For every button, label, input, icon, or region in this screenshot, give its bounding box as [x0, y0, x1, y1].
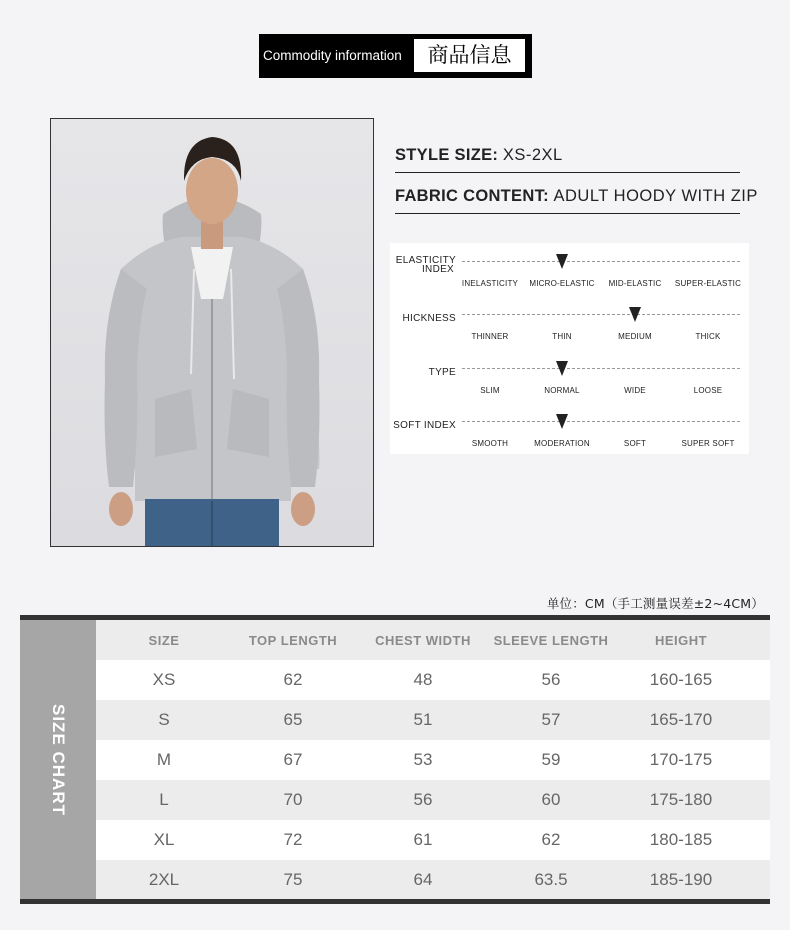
table-cell: 175-180 [649, 790, 713, 809]
index-label-line: TYPE [428, 367, 456, 378]
index-option: MICRO-ELASTIC [529, 279, 595, 288]
table-row [96, 780, 770, 820]
table-body [96, 660, 770, 900]
index-scale-line [462, 261, 740, 262]
table-row [96, 660, 770, 700]
size-chart-table [96, 620, 770, 900]
index-option: SMOOTH [471, 439, 509, 448]
table-cell: XL [153, 830, 175, 849]
selected-indicator-icon [556, 254, 568, 269]
product-photo [50, 118, 374, 547]
table-cell: 65 [283, 710, 303, 729]
style-size-line [395, 146, 740, 173]
index-option: THINNER [471, 332, 509, 341]
index-scale-line [462, 314, 740, 315]
column-header: CHEST WIDTH [375, 633, 471, 648]
fabric-content-line [395, 187, 758, 214]
index-option: MID-ELASTIC [608, 279, 662, 288]
index-label-line: HICKNESS [402, 313, 456, 324]
index-scale-line [462, 421, 740, 422]
table-cell: 56 [541, 670, 561, 689]
index-label-line: ELASTICITY [395, 255, 456, 266]
table-cell: 60 [541, 790, 561, 809]
table-cell: 62 [541, 830, 561, 849]
table-cell: 70 [283, 790, 303, 809]
table-cell: S [158, 710, 170, 729]
table-cell: 57 [541, 710, 561, 729]
table-cell: 180-185 [649, 830, 713, 849]
index-label [390, 368, 456, 377]
table-cell: 62 [283, 670, 303, 689]
index-option: LOOSE [693, 386, 723, 395]
table-cell: 63.5 [534, 870, 568, 889]
index-option: INELASTICITY [461, 279, 519, 288]
style-size-label: STYLE SIZE: [395, 146, 499, 164]
model-hoodie-illustration [51, 119, 373, 546]
table-row [96, 820, 770, 860]
unit-note: 单位：CM（手工测量误差±2~4CM） [546, 596, 764, 611]
index-label-line: INDEX [421, 264, 455, 275]
table-cell: XS [152, 670, 176, 689]
index-label-line: SOFT INDEX [393, 420, 456, 431]
index-label [390, 421, 456, 430]
index-option: THICK [695, 332, 721, 341]
table-cell: L [159, 790, 169, 809]
index-option: WIDE [624, 386, 646, 395]
index-option: SLIM [480, 386, 500, 395]
index-option: MEDIUM [618, 332, 652, 341]
index-row [390, 413, 749, 463]
table-cell: 75 [283, 870, 303, 889]
table-cell: 160-165 [649, 670, 713, 689]
fabric-content-value: ADULT HOODY WITH ZIP [553, 187, 758, 205]
table-cell: M [156, 750, 172, 769]
table-cell: 48 [413, 670, 433, 689]
table-row [96, 740, 770, 780]
table-cell: 53 [413, 750, 433, 769]
table-cell: 56 [413, 790, 433, 809]
table-cell: 72 [283, 830, 303, 849]
table-cell: 59 [541, 750, 561, 769]
table-row [96, 860, 770, 900]
badge-title-en: Commodity information [263, 48, 402, 63]
index-row [390, 360, 749, 410]
index-row [390, 253, 749, 303]
index-option: THIN [552, 332, 572, 341]
index-row [390, 306, 749, 356]
size-chart-side-label [20, 620, 96, 899]
table-cell: 165-170 [649, 710, 713, 729]
index-option: MODERATION [534, 439, 590, 448]
style-size-value: XS-2XL [502, 146, 563, 164]
table-cell: 64 [413, 870, 433, 889]
column-header: HEIGHT [654, 633, 708, 648]
table-cell: 2XL [148, 870, 180, 889]
table-cell: 170-175 [649, 750, 713, 769]
size-chart-title: SIZE CHART [49, 703, 68, 816]
attribute-index-panel [390, 243, 749, 454]
table-cell: 67 [283, 750, 303, 769]
commodity-info-badge [259, 34, 532, 78]
index-scale-line [462, 368, 740, 369]
index-label [390, 314, 456, 323]
index-option: SOFT [623, 439, 647, 448]
index-label [390, 256, 456, 274]
index-option: NORMAL [544, 386, 580, 395]
selected-indicator-icon [556, 361, 568, 376]
table-cell: 61 [413, 830, 433, 849]
table-row [96, 700, 770, 740]
selected-indicator-icon [629, 307, 641, 322]
badge-title-cn: 商品信息 [414, 39, 525, 72]
fabric-content-label: FABRIC CONTENT: [395, 187, 549, 205]
column-header: TOP LENGTH [248, 633, 338, 648]
column-header: SLEEVE LENGTH [493, 633, 609, 648]
column-header: SIZE [148, 633, 180, 648]
selected-indicator-icon [556, 414, 568, 429]
chart-bottom-rule [20, 899, 770, 904]
table-cell: 51 [413, 710, 433, 729]
index-option: SUPER SOFT [681, 439, 735, 448]
table-cell: 185-190 [649, 870, 713, 889]
table-header-row [96, 620, 770, 660]
index-option: SUPER-ELASTIC [674, 279, 742, 288]
